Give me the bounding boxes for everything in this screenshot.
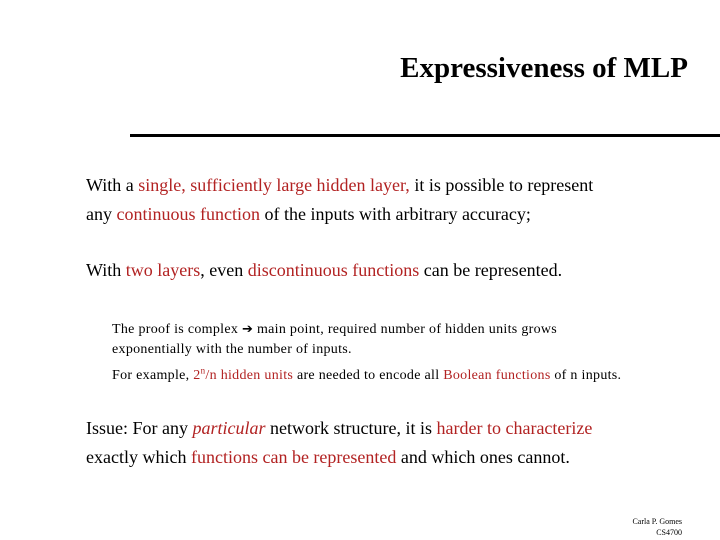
s2-text-d: are needed to encode all	[293, 368, 444, 383]
p3-highlight-particular: particular	[192, 418, 266, 438]
p3-text-d: , it is	[396, 418, 437, 438]
p1-highlight-single-layer: single, sufficiently large hidden layer,	[138, 175, 410, 195]
s2-highlight-exponent: n	[200, 365, 206, 376]
subpoint-example	[112, 366, 682, 386]
slide-title: Expressiveness of MLP	[400, 52, 688, 84]
paragraph-two-layers	[86, 256, 686, 285]
s1-text-a: The proof is complex	[112, 322, 242, 337]
p2-highlight-two-layers: two layers	[125, 260, 201, 280]
s1-text-c: exponentially with the number of inputs.	[112, 342, 352, 357]
footer-course: CS4700	[656, 528, 682, 537]
s2-text-a: For example,	[112, 368, 194, 383]
p3-text-f: exactly which	[86, 447, 191, 467]
p3-text-c: network structure	[265, 418, 397, 438]
subpoint-proof-complex	[112, 320, 682, 360]
p1-text-a: With a	[86, 175, 139, 195]
s1-text-b: main point, required number of hidden units grows	[253, 322, 558, 337]
paragraph-single-hidden-layer	[86, 171, 686, 229]
footer-author: Carla P. Gomes	[632, 517, 682, 526]
s2-highlight-boolean-functions: Boolean functions	[443, 368, 551, 383]
s2-text-f: of n inputs.	[550, 368, 622, 383]
p3-text-h: and which ones cannot.	[396, 447, 570, 467]
p1-text-f: of the inputs with arbitrary accuracy;	[259, 204, 531, 224]
s2-highlight-hidden-units: /n hidden units	[205, 368, 294, 383]
p2-text-e: can be represented.	[419, 260, 563, 280]
p2-highlight-discontinuous-functions: discontinuous functions	[247, 260, 420, 280]
p1-highlight-continuous-function: continuous function	[116, 204, 260, 224]
p1-text-c: it is possible to represent	[409, 175, 594, 195]
p1-text-d: any	[86, 204, 117, 224]
p2-text-a: With	[86, 260, 126, 280]
p2-text-c: , even	[200, 260, 248, 280]
p3-highlight-functions-represented: functions can be represented	[190, 447, 397, 467]
slide-footer	[562, 516, 682, 538]
s2-highlight-base: 2	[193, 368, 201, 383]
title-underline-rule	[130, 134, 720, 137]
right-arrow-icon: ➔	[241, 322, 254, 337]
p3-highlight-harder-to-characterize: harder to characterize	[436, 418, 593, 438]
paragraph-issue	[86, 414, 686, 472]
p3-text-a: Issue: For any	[86, 418, 193, 438]
